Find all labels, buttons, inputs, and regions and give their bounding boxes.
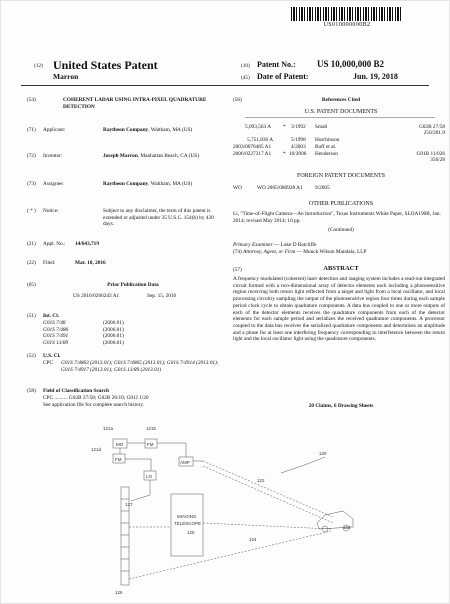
applicant-label: Applicant: xyxy=(43,127,66,133)
abstract-heading: ABSTRACT xyxy=(323,265,359,272)
label-120: 120 xyxy=(319,451,327,456)
int-cl-list xyxy=(43,320,223,347)
ref-row: 2006/0227317 A1 * 10/2006 Henderson G01B 11/026 356/28 xyxy=(233,151,445,163)
foreign-ref-row: WO WO 2005/080928 A1 9/2005 xyxy=(233,185,330,191)
cpc-label: CPC xyxy=(43,360,54,366)
code-52: (52) xyxy=(27,353,36,359)
code-12: (12) xyxy=(34,63,43,69)
code-72: (72) xyxy=(27,153,36,159)
int-cl-row: G01S 7/486 (2006.01) xyxy=(43,326,124,333)
notice-label: Notice: xyxy=(43,208,59,214)
telescope-line2: TELESCOPE xyxy=(174,521,202,526)
references-heading: References Cited xyxy=(321,97,361,103)
int-cl-row: G01S 7/48 (2006.01) xyxy=(43,320,124,326)
us-docs-heading: U.S. PATENT DOCUMENTS xyxy=(304,109,378,115)
notice-code: ( * ) xyxy=(27,208,36,214)
appl-no-label: Appl. No.: xyxy=(43,241,66,247)
attorney-agent: (74) Attorney, Agent, or Firm — Munck Wilson Mandala, LLP xyxy=(233,249,367,255)
label-122: 122 xyxy=(257,478,265,483)
ref-row: 5,093,563 A * 3/1992 Small G02B 27/58 250/201.9 xyxy=(245,124,445,136)
patent-title: United States Patent xyxy=(53,58,158,72)
int-cl-row: G01S 13/89 (2006.01) xyxy=(43,340,124,347)
appl-no-value: 14/643,719 xyxy=(75,241,99,247)
applicant-value: Raytheon Company, Waltham, MA (US) xyxy=(103,127,193,133)
prior-pub-heading: Prior Publication Data xyxy=(107,282,159,288)
us-refs-table xyxy=(233,124,445,164)
assignee-value: Raytheon Company, Waltham, MA (US) xyxy=(103,181,193,187)
inventor-value: Joseph Marron, Manhattan Beach, CA (US) xyxy=(103,153,199,159)
prior-pub-date: Sep. 15, 2016 xyxy=(147,293,177,299)
code-57: (57) xyxy=(233,267,242,273)
label-124: 124 xyxy=(249,537,257,542)
filed-value: Mar. 10, 2016 xyxy=(75,260,106,266)
label-126: 126 xyxy=(115,590,123,595)
representative-drawing xyxy=(81,419,371,599)
code-71: (71) xyxy=(27,127,36,133)
header-rule xyxy=(21,85,429,86)
date-of-patent: Jun. 19, 2018 xyxy=(353,72,398,81)
label-121d: 121d xyxy=(91,447,102,452)
cpc-classes: G01S 7/4863 (2013.01); G01S 7/4865 (2013.01); G01S 7/4914 (2013.01); G01S 7/4917 (2013.01); G01S 13/89 (2013.01) xyxy=(61,360,219,373)
code-51: (51) xyxy=(27,313,36,319)
continued-note: (Continued) xyxy=(328,227,354,233)
invention-title: COHERENT LADAR USING INTRA-PIXEL QUADRATURE DETECTION xyxy=(63,97,207,110)
prior-pub-number: US 2016/0266243 A1 xyxy=(73,293,120,299)
other-pubs-heading: OTHER PUBLICATIONS xyxy=(308,201,374,207)
amp-label: AMP xyxy=(180,460,190,465)
lo-label: LO xyxy=(146,474,153,479)
date-of-patent-label: Date of Patent: xyxy=(257,72,309,81)
field-search-note: See application file for complete search history. xyxy=(43,402,144,408)
field-search-cpc: CPC .......... G02B 27/58; G02B 26/10; G01J 1/20 xyxy=(43,395,149,401)
foreign-docs-heading: FOREIGN PATENT DOCUMENTS xyxy=(296,173,385,179)
code-45: (45) xyxy=(241,75,250,81)
notice-value: Subject to any disclaimer, the term of this patent is extended or adjusted under 35 U.S.C. 154(b) by 430 days. xyxy=(103,208,214,228)
label-121a: 121a xyxy=(103,426,114,431)
barcode-number: US010000000B2 xyxy=(323,22,371,28)
us-cl-heading: U.S. Cl. xyxy=(43,353,61,359)
other-pubs-text: Li, "Time-of-Flight Camera—An Introduction", Texas Instruments White Paper, SLOA190B, Jan. 2014; revised May 2014; 10 pp. xyxy=(233,211,441,224)
int-cl-heading: Int. Cl. xyxy=(43,313,60,319)
primary-examiner: Primary Examiner — Luke D Ratcliffe xyxy=(233,242,317,248)
code-54: (54) xyxy=(27,97,36,103)
telescope-line1: IMAGING xyxy=(177,514,197,519)
label-125: 125 xyxy=(187,530,195,535)
code-73: (73) xyxy=(27,181,36,187)
ref-row: 5,751,830 A 5/1998 Hutchinson xyxy=(247,137,340,143)
assignee-label: Assignee: xyxy=(43,181,64,187)
fm-top-label: FM xyxy=(147,442,154,447)
code-10: (10) xyxy=(241,63,250,69)
mo-label: MO xyxy=(116,442,124,447)
barcode-image xyxy=(291,7,403,21)
int-cl-row: G01S 7/491 (2006.01) xyxy=(43,333,124,340)
code-65: (65) xyxy=(27,282,36,288)
ref-row: 2003/0076485 A1 4/2003 Ruff et al. xyxy=(233,144,337,150)
code-58: (58) xyxy=(27,388,36,394)
code-21: (21) xyxy=(27,241,36,247)
fm-label: FM xyxy=(115,457,122,462)
patent-number: US 10,000,000 B2 xyxy=(317,59,385,69)
filed-label: Filed: xyxy=(43,260,56,266)
label-127: 127 xyxy=(125,502,133,507)
inventor-surname: Marron xyxy=(53,72,79,81)
patent-no-label: Patent No.: xyxy=(257,60,296,69)
inventor-label: Inventor: xyxy=(43,153,63,159)
abstract-text: A frequency modulated (coherent) laser detection and ranging system includes a read-out integrated circuit formed with a two-dimensional array of detector elements each including a photosensitive region receiving both return light reflected from a target and light from a local oscillator, and local processing circuitry sampling the output of the photosensitive region four times during each sample period clock cycle to obtain quadrature components. A data bus coupled to one or more outputs of each of the detector elements receives the quadrature components from each of the detector elements for each sample period and serializes the received quadrature components. A processor coupled to the data bus receives the serialized quadrature components and determines an amplitude and a phase for at least one interfering frequency corresponding to interference between the return light and the local oscillator light using the quadrature components. xyxy=(233,276,445,343)
label-121b: 121b xyxy=(146,426,157,431)
claims-summary: 20 Claims, 6 Drawing Sheets xyxy=(308,403,374,409)
code-22: (22) xyxy=(27,260,36,266)
code-56: (56) xyxy=(233,97,242,103)
field-search-heading: Field of Classification Search xyxy=(43,388,109,394)
label-123: 123 xyxy=(343,525,351,530)
